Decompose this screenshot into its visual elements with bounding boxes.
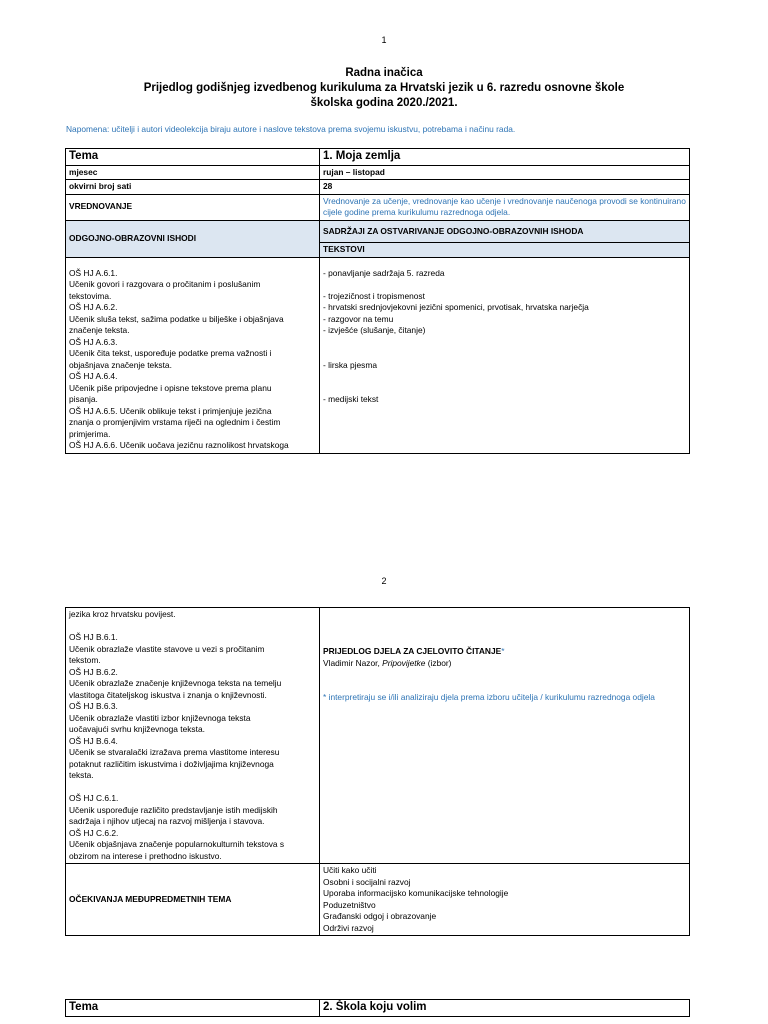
ishod-line: OŠ HJ B.6.1.	[69, 632, 118, 642]
ishod-line: OŠ HJ A.6.5. Učenik oblikuje tekst i primjenjuje jezična	[69, 405, 272, 416]
sati-value: 28	[320, 180, 690, 195]
ishod-line: primjerima.	[69, 428, 111, 439]
ishod-line: uočavajući svrhu književnoga teksta.	[69, 724, 205, 734]
ishod-line: Učenik obrazlaže vlastite stavove u vezi s pročitanim	[69, 643, 265, 654]
djela-heading: PRIJEDLOG DJELA ZA CJELOVITO ČITANJE*	[323, 646, 505, 656]
ishod-line: OŠ HJ C.6.1.	[69, 793, 119, 803]
djela-footnote: * interpretiraju se i/ili analiziraju djela prema izboru učitelja / kurikulumu razrednoga odjela	[323, 692, 655, 702]
sadrzaj-line: - ponavljanje sadržaja 5. razreda	[323, 267, 445, 278]
ishod-line: OŠ HJ A.6.4.	[69, 371, 118, 381]
page-number: 2	[381, 576, 387, 586]
ishod-line: OŠ HJ C.6.2.	[69, 827, 119, 838]
ishod-line: potaknut različitim iskustvima i doživljajima književnoga	[69, 758, 274, 769]
ishodi-cell-continued	[66, 608, 320, 864]
ishod-line: Učenik objašnjava značenje popularnokulturnih tekstova s	[69, 839, 285, 849]
medupredmetna-item: Osobni i socijalni razvoj	[323, 876, 411, 887]
ishod-line: Učenik uspoređuje različito predstavljanje istih medijskih	[69, 804, 278, 815]
ishodi-header: ODGOJNO-OBRAZOVNI ISHODI	[66, 220, 320, 257]
ishod-line: OŠ HJ B.6.2.	[69, 666, 118, 677]
curriculum-table-1	[65, 148, 690, 454]
ishod-line: Učenik govori i razgovara o pročitanim i poslušanim	[69, 279, 261, 289]
sadrzaj-line: - trojezičnost i tropismenost	[323, 290, 425, 301]
sadrzaji-cell	[320, 257, 690, 453]
ishod-line: Učenik sluša tekst, sažima podatke u bilješke i objašnjava	[69, 313, 284, 324]
ishod-line: OŠ HJ A.6.6. Učenik uočava jezičnu raznolikost hrvatskoga	[69, 440, 289, 450]
medupredmetna-item: Poduzetništvo	[323, 899, 376, 910]
medupredmetna-item: Uporaba informacijsko komunikacijske tehnologije	[323, 888, 509, 898]
ishod-line: obzirom na interese i prethodno iskustvo.	[69, 850, 222, 861]
curriculum-table-1-continued	[65, 607, 690, 936]
vrednovanje-value: Vrednovanje za učenje, vrednovanje kao učenje i vrednovanje naučenoga provodi se kontinuirano cijele godine prema kurikulumu razrednoga odjela.	[320, 194, 690, 220]
title-line: Radna inačica	[345, 67, 423, 79]
ishod-line: OŠ HJ A.6.3.	[69, 336, 118, 347]
medupredmetna-item: Građanski odgoj i obrazovanje	[323, 911, 437, 921]
medupredmetne-label: OČEKIVANJA MEĐUPREDMETNIH TEMA	[66, 864, 320, 936]
ishod-line: znanja o promjenjivim vrstama riječi na oglednim i čestim	[69, 417, 281, 427]
medupredmetna-item: Održivi razvoj	[323, 922, 374, 933]
ishod-line: Učenik obrazlaže vlastiti izbor književnoga teksta	[69, 712, 251, 723]
sati-label: okvirni broj sati	[66, 180, 320, 195]
djela-entry: Vladimir Nazor, Pripovijetke (izbor)	[323, 657, 452, 668]
ishod-line: Učenik se stvaralački izražava prema vlastitome interesu	[69, 747, 280, 757]
ishod-line: Učenik obrazlaže značenje književnoga teksta na temelju	[69, 678, 282, 688]
tema-value: 2. Škola koju volim	[320, 1000, 690, 1017]
mjesec-value: rujan – listopad	[320, 165, 690, 180]
ishod-line: objašnjava značenje teksta.	[69, 359, 172, 370]
curriculum-table-2	[65, 999, 690, 1017]
ishod-line: jezika kroz hrvatsku povijest.	[69, 609, 176, 619]
medupredmetne-list	[320, 864, 690, 936]
ishod-line: OŠ HJ B.6.3.	[69, 701, 118, 711]
page-number: 1	[381, 35, 387, 45]
ishod-line: pisanja.	[69, 394, 98, 404]
sadrzaj-line: - lirska pjesma	[323, 359, 377, 370]
ishod-line: vlastitoga čitateljskog iskustva i znanja o književnosti.	[69, 689, 267, 700]
title-line: Prijedlog godišnjeg izvedbenog kurikuluma za Hrvatski jezik u 6. razredu osnovne škole	[143, 82, 625, 94]
tema-label: Tema	[66, 1000, 320, 1017]
ishod-line: tekstom.	[69, 655, 101, 665]
ishodi-cell	[66, 257, 320, 453]
sadrzaji-header: SADRŽAJI ZA OSTVARIVANJE ODGOJNO-OBRAZOVNIH ISHODA	[320, 220, 690, 242]
ishod-line: OŠ HJ A.6.2.	[69, 302, 118, 312]
ishod-line: značenje teksta.	[69, 325, 130, 335]
mjesec-label: mjesec	[66, 165, 320, 180]
djela-cell	[320, 608, 690, 864]
ishod-line: sadržaja i njihov utjecaj na razvoj mišljenja i stavova.	[69, 816, 265, 826]
sadrzaj-line: - hrvatski srednjovjekovni jezični spomenici, prvotisak, hrvatska narječja	[323, 302, 589, 312]
note-text: Napomena: učitelji i autori videolekcija biraju autore i naslove tekstova prema svojemu iskustvu, potrebama i načinu rada.	[66, 124, 516, 134]
ishod-line: tekstovima.	[69, 290, 112, 301]
tema-label: Tema	[66, 149, 320, 166]
ishod-line: Učenik čita tekst, uspoređuje podatke prema važnosti i	[69, 348, 272, 358]
ishod-line: OŠ HJ A.6.1.	[69, 267, 118, 278]
sadrzaj-line: - medijski tekst	[323, 394, 379, 404]
title-line: školska godina 2020./2021.	[310, 97, 458, 109]
vrednovanje-label: VREDNOVANJE	[66, 194, 320, 220]
tekstovi-header: TEKSTOVI	[320, 242, 690, 257]
ishod-line: OŠ HJ B.6.4.	[69, 735, 118, 746]
tema-value: 1. Moja zemlja	[320, 149, 690, 166]
document-title	[0, 66, 768, 111]
ishod-line: teksta.	[69, 770, 94, 780]
sadrzaj-line: - izvješće (slušanje, čitanje)	[323, 325, 426, 335]
ishod-line: Učenik piše pripovjedne i opisne tekstove prema planu	[69, 382, 272, 393]
medupredmetna-item: Učiti kako učiti	[323, 865, 377, 875]
sadrzaj-line: - razgovor na temu	[323, 313, 394, 324]
